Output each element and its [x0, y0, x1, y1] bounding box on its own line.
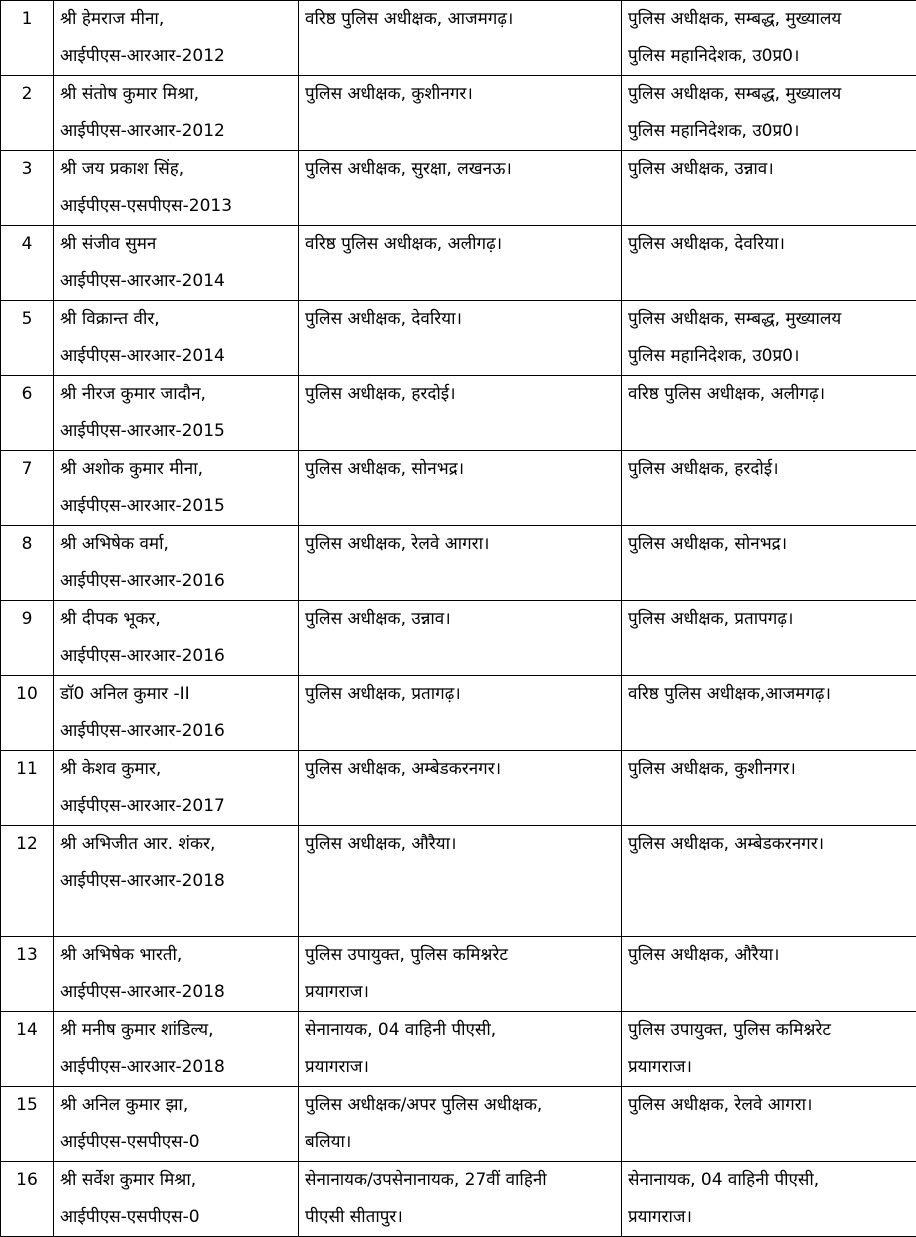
officer-name: श्री हेमराज मीना,: [60, 1, 292, 38]
table-row: [1, 1012, 916, 1087]
officer-service: आईपीएस-आरआर-2015: [60, 488, 292, 525]
current-post-cell: [299, 1087, 622, 1162]
new-post-cell: [622, 937, 916, 1012]
current-post-line: वरिष्ठ पुलिस अधीक्षक, अलीगढ़।: [305, 226, 615, 263]
officer-service: आईपीएस-आरआर-2015: [60, 413, 292, 450]
current-post-line: सेनानायक, 04 वाहिनी पीएसी,: [305, 1012, 615, 1049]
new-post-line: वरिष्ठ पुलिस अधीक्षक, अलीगढ़।: [628, 376, 916, 413]
table-row: [1, 451, 916, 526]
current-post-cell: [299, 676, 622, 751]
officer-cell: [54, 376, 299, 451]
new-post-line: पुलिस अधीक्षक, कुशीनगर।: [628, 751, 916, 788]
new-post-line: प्रयागराज।: [628, 1049, 916, 1086]
officer-cell: [54, 301, 299, 376]
officer-service: आईपीएस-एसपीएस-2013: [60, 188, 292, 225]
table-row: [1, 751, 916, 826]
new-post-line: पुलिस महानिदेशक, उ0प्र0।: [628, 38, 916, 75]
new-post-line: पुलिस अधीक्षक, प्रतापगढ़।: [628, 601, 916, 638]
officer-cell: [54, 226, 299, 301]
new-post-line: पुलिस अधीक्षक, सम्बद्ध, मुख्यालय: [628, 301, 916, 338]
current-post-line: पुलिस अधीक्षक/अपर पुलिस अधीक्षक,: [305, 1087, 615, 1124]
current-post-cell: [299, 376, 622, 451]
current-post-cell: [299, 1162, 622, 1237]
table-row: [1, 1162, 916, 1237]
table-row: [1, 601, 916, 676]
serial-number-cell: [1, 151, 54, 226]
officer-cell: [54, 676, 299, 751]
officer-cell: [54, 1087, 299, 1162]
new-post-cell: [622, 151, 916, 226]
officer-name: श्री अभिषेक वर्मा,: [60, 526, 292, 563]
current-post-line: पुलिस अधीक्षक, सोनभद्र।: [305, 451, 615, 488]
current-post-line: वरिष्ठ पुलिस अधीक्षक, आजमगढ़।: [305, 1, 615, 38]
new-post-line: पुलिस महानिदेशक, उ0प्र0।: [628, 113, 916, 150]
officer-name: श्री अभिषेक भारती,: [60, 937, 292, 974]
officer-name: श्री अशोक कुमार मीना,: [60, 451, 292, 488]
current-post-line: प्रयागराज।: [305, 1049, 615, 1086]
officer-service: आईपीएस-एसपीएस-0: [60, 1124, 292, 1161]
serial-number: 12: [7, 826, 47, 863]
serial-number-cell: [1, 751, 54, 826]
officer-name: श्री विक्रान्त वीर,: [60, 301, 292, 338]
table-row: [1, 826, 916, 937]
serial-number-cell: [1, 376, 54, 451]
new-post-line: पुलिस महानिदेशक, उ0प्र0।: [628, 338, 916, 375]
serial-number-cell: [1, 1087, 54, 1162]
officer-cell: [54, 1162, 299, 1237]
serial-number: 10: [7, 676, 47, 713]
officer-name: श्री केशव कुमार,: [60, 751, 292, 788]
new-post-line: पुलिस अधीक्षक, औरैया।: [628, 937, 916, 974]
new-post-cell: [622, 1087, 916, 1162]
officer-cell: [54, 151, 299, 226]
serial-number-cell: [1, 937, 54, 1012]
current-post-cell: [299, 226, 622, 301]
table-row: [1, 1087, 916, 1162]
serial-number: 5: [7, 301, 47, 338]
officer-name: श्री नीरज कुमार जादौन,: [60, 376, 292, 413]
current-post-line: बलिया।: [305, 1124, 615, 1161]
current-post-cell: [299, 526, 622, 601]
current-post-line: सेनानायक/उपसेनानायक, 27वीं वाहिनी: [305, 1162, 615, 1199]
current-post-line: पुलिस अधीक्षक, देवरिया।: [305, 301, 615, 338]
officer-service: आईपीएस-आरआर-2016: [60, 563, 292, 600]
new-post-cell: [622, 751, 916, 826]
officer-name: श्री जय प्रकाश सिंह,: [60, 151, 292, 188]
new-post-line: पुलिस अधीक्षक, सम्बद्ध, मुख्यालय: [628, 76, 916, 113]
serial-number: 3: [7, 151, 47, 188]
serial-number: 9: [7, 601, 47, 638]
officer-name: श्री मनीष कुमार शांडिल्य,: [60, 1012, 292, 1049]
serial-number: 15: [7, 1087, 47, 1124]
officer-cell: [54, 826, 299, 937]
table-row: [1, 226, 916, 301]
table-row: [1, 301, 916, 376]
table-row: [1, 526, 916, 601]
new-post-cell: [622, 301, 916, 376]
serial-number: 6: [7, 376, 47, 413]
table-row: [1, 151, 916, 226]
officer-service: आईपीएस-आरआर-2014: [60, 263, 292, 300]
officer-service: आईपीएस-आरआर-2018: [60, 1049, 292, 1086]
officer-cell: [54, 1, 299, 76]
new-post-line: पुलिस अधीक्षक, हरदोई।: [628, 451, 916, 488]
current-post-cell: [299, 151, 622, 226]
officer-cell: [54, 76, 299, 151]
serial-number-cell: [1, 301, 54, 376]
officer-cell: [54, 751, 299, 826]
serial-number: 1: [7, 1, 47, 38]
officer-cell: [54, 526, 299, 601]
new-post-line: पुलिस अधीक्षक, देवरिया।: [628, 226, 916, 263]
serial-number-cell: [1, 226, 54, 301]
new-post-cell: [622, 1012, 916, 1087]
current-post-line: पुलिस अधीक्षक, उन्नाव।: [305, 601, 615, 638]
current-post-line: पुलिस उपायुक्त, पुलिस कमिश्नरेट: [305, 937, 615, 974]
officer-cell: [54, 1012, 299, 1087]
new-post-line: सेनानायक, 04 वाहिनी पीएसी,: [628, 1162, 916, 1199]
serial-number: 14: [7, 1012, 47, 1049]
serial-number-cell: [1, 676, 54, 751]
serial-number: 13: [7, 937, 47, 974]
officer-service: आईपीएस-आरआर-2018: [60, 863, 292, 900]
new-post-cell: [622, 376, 916, 451]
officer-service: आईपीएस-आरआर-2018: [60, 974, 292, 1011]
serial-number-cell: [1, 1162, 54, 1237]
officer-service: आईपीएस-एसपीएस-0: [60, 1199, 292, 1236]
new-post-line: वरिष्ठ पुलिस अधीक्षक,आजमगढ़।: [628, 676, 916, 713]
new-post-cell: [622, 826, 916, 937]
serial-number: 16: [7, 1162, 47, 1199]
serial-number-cell: [1, 601, 54, 676]
current-post-line: पुलिस अधीक्षक, सुरक्षा, लखनऊ।: [305, 151, 615, 188]
new-post-cell: [622, 526, 916, 601]
serial-number-cell: [1, 76, 54, 151]
new-post-line: पुलिस अधीक्षक, सोनभद्र।: [628, 526, 916, 563]
new-post-cell: [622, 226, 916, 301]
new-post-cell: [622, 76, 916, 151]
serial-number-cell: [1, 1012, 54, 1087]
transfer-table-body: [1, 1, 916, 1237]
officer-name: श्री अभिजीत आर. शंकर,: [60, 826, 292, 863]
current-post-line: पुलिस अधीक्षक, अम्बेडकरनगर।: [305, 751, 615, 788]
new-post-cell: [622, 1, 916, 76]
current-post-line: प्रयागराज।: [305, 974, 615, 1011]
table-row: [1, 376, 916, 451]
serial-number: 8: [7, 526, 47, 563]
table-row: [1, 1, 916, 76]
officer-cell: [54, 451, 299, 526]
officer-service: आईपीएस-आरआर-2012: [60, 113, 292, 150]
serial-number-cell: [1, 526, 54, 601]
officer-service: आईपीएस-आरआर-2012: [60, 38, 292, 75]
current-post-cell: [299, 826, 622, 937]
current-post-cell: [299, 751, 622, 826]
new-post-cell: [622, 1162, 916, 1237]
current-post-line: पुलिस अधीक्षक, कुशीनगर।: [305, 76, 615, 113]
new-post-cell: [622, 601, 916, 676]
current-post-line: पुलिस अधीक्षक, हरदोई।: [305, 376, 615, 413]
new-post-line: पुलिस अधीक्षक, रेलवे आगरा।: [628, 1087, 916, 1124]
officer-name: श्री संजीव सुमन: [60, 226, 292, 263]
officer-cell: [54, 937, 299, 1012]
new-post-line: पुलिस अधीक्षक, उन्नाव।: [628, 151, 916, 188]
current-post-line: पुलिस अधीक्षक, रेलवे आगरा।: [305, 526, 615, 563]
new-post-line: प्रयागराज।: [628, 1199, 916, 1236]
current-post-cell: [299, 1, 622, 76]
new-post-line: पुलिस अधीक्षक, अम्बेडकरनगर।: [628, 826, 916, 863]
table-row: [1, 76, 916, 151]
current-post-cell: [299, 301, 622, 376]
current-post-cell: [299, 937, 622, 1012]
officer-name: श्री अनिल कुमार झा,: [60, 1087, 292, 1124]
table-row: [1, 937, 916, 1012]
officer-service: आईपीएस-आरआर-2016: [60, 638, 292, 675]
current-post-line: पुलिस अधीक्षक, प्रतागढ़।: [305, 676, 615, 713]
table-row: [1, 676, 916, 751]
officer-name: डॉ0 अनिल कुमार -II: [60, 676, 292, 713]
serial-number-cell: [1, 451, 54, 526]
current-post-cell: [299, 451, 622, 526]
current-post-line: पुलिस अधीक्षक, औरैया।: [305, 826, 615, 863]
serial-number: 4: [7, 226, 47, 263]
serial-number: 11: [7, 751, 47, 788]
current-post-cell: [299, 76, 622, 151]
new-post-line: पुलिस उपायुक्त, पुलिस कमिश्नरेट: [628, 1012, 916, 1049]
officer-cell: [54, 601, 299, 676]
officer-service: आईपीएस-आरआर-2017: [60, 788, 292, 825]
new-post-cell: [622, 451, 916, 526]
new-post-line: पुलिस अधीक्षक, सम्बद्ध, मुख्यालय: [628, 1, 916, 38]
current-post-cell: [299, 1012, 622, 1087]
serial-number: 7: [7, 451, 47, 488]
officer-service: आईपीएस-आरआर-2014: [60, 338, 292, 375]
new-post-cell: [622, 676, 916, 751]
serial-number-cell: [1, 826, 54, 937]
officer-name: श्री सर्वेश कुमार मिश्रा,: [60, 1162, 292, 1199]
serial-number-cell: [1, 1, 54, 76]
current-post-cell: [299, 601, 622, 676]
officer-service: आईपीएस-आरआर-2016: [60, 713, 292, 750]
officer-name: श्री दीपक भूकर,: [60, 601, 292, 638]
serial-number: 2: [7, 76, 47, 113]
officer-name: श्री संतोष कुमार मिश्रा,: [60, 76, 292, 113]
current-post-line: पीएसी सीतापुर।: [305, 1199, 615, 1236]
